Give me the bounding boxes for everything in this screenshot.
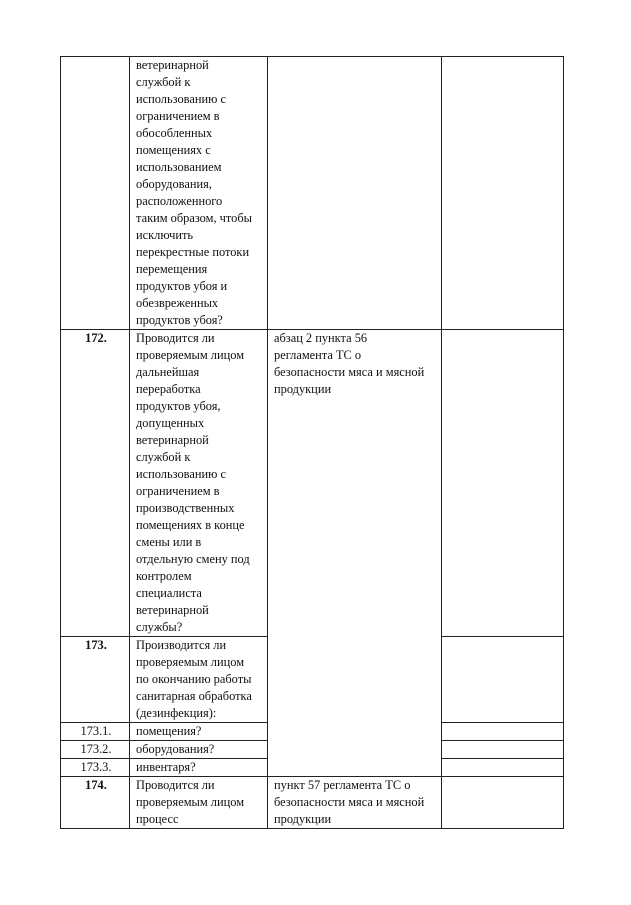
question-line: использованию с [136, 467, 226, 481]
question-line: ветеринарной [136, 58, 209, 72]
item-number: 173.1. [61, 723, 130, 741]
question-line: Проводится ли [136, 331, 215, 345]
question-line: дальнейшая [136, 365, 200, 379]
question-line: помещения? [136, 724, 202, 738]
notes-cell [442, 57, 564, 330]
reference-line: продукции [274, 382, 332, 396]
question-line: использованием [136, 160, 222, 174]
notes-cell [442, 777, 564, 829]
question-line: проверяемым лицом [136, 655, 245, 669]
question-line: ветеринарной [136, 433, 209, 447]
question-line: контролем [136, 569, 192, 583]
question-line: переработка [136, 382, 201, 396]
reference-line: безопасности мяса и мясной [274, 795, 425, 809]
reference-line: пункт 57 регламента ТС о [274, 778, 411, 792]
question-cell [130, 330, 268, 637]
notes-cell [442, 637, 564, 723]
question-line: исключить [136, 228, 194, 242]
question-line: службой к [136, 450, 191, 464]
item-number: 173.2. [61, 741, 130, 759]
question-line: обособленных [136, 126, 213, 140]
question-line: использованию с [136, 92, 226, 106]
question-cell [130, 759, 268, 777]
table-row [61, 57, 564, 330]
question-line: Производится ли [136, 638, 227, 652]
item-number [61, 57, 130, 330]
question-line: (дезинфекция): [136, 706, 217, 720]
question-line: проверяемым лицом [136, 795, 245, 809]
item-number: 173.3. [61, 759, 130, 777]
reference-line: регламента ТС о [274, 348, 362, 362]
question-line: санитарная обработка [136, 689, 252, 703]
question-line: обезвреженных [136, 296, 219, 310]
question-cell [130, 723, 268, 741]
question-line: отдельную смену под [136, 552, 250, 566]
question-line: помещениях с [136, 143, 211, 157]
question-line: продуктов убоя и [136, 279, 228, 293]
question-line: продуктов убоя, [136, 399, 221, 413]
reference-line: безопасности мяса и мясной [274, 365, 425, 379]
question-cell [130, 741, 268, 759]
question-line: продуктов убоя? [136, 313, 223, 327]
reference-cell [268, 57, 442, 330]
notes-cell [442, 330, 564, 637]
table-row [61, 777, 564, 829]
question-line: ветеринарной [136, 603, 209, 617]
notes-cell [442, 741, 564, 759]
question-line: оборудования, [136, 177, 212, 191]
question-line: инвентаря? [136, 760, 196, 774]
question-cell [130, 777, 268, 829]
question-cell [130, 637, 268, 723]
question-line: перемещения [136, 262, 208, 276]
reference-line: продукции [274, 812, 332, 826]
question-line: ограничением в [136, 109, 220, 123]
question-line: специалиста [136, 586, 202, 600]
question-line: таким образом, чтобы [136, 211, 252, 225]
item-number: 172. [61, 330, 130, 637]
question-cell [130, 57, 268, 330]
question-line: производственных [136, 501, 235, 515]
question-line: расположенного [136, 194, 223, 208]
checklist-table [60, 56, 564, 829]
question-line: Проводится ли [136, 778, 215, 792]
question-line: службой к [136, 75, 191, 89]
reference-cell [268, 777, 442, 829]
question-line: смены или в [136, 535, 202, 549]
item-number: 174. [61, 777, 130, 829]
notes-cell [442, 723, 564, 741]
reference-cell [442, 759, 564, 777]
reference-cell [268, 330, 442, 777]
question-line: допущенных [136, 416, 205, 430]
reference-line: абзац 2 пункта 56 [274, 331, 368, 345]
question-line: проверяемым лицом [136, 348, 245, 362]
question-line: по окончанию работы [136, 672, 252, 686]
question-line: оборудования? [136, 742, 215, 756]
question-line: ограничением в [136, 484, 220, 498]
question-line: службы? [136, 620, 183, 634]
table-row [61, 330, 564, 637]
question-line: помещениях в конце [136, 518, 245, 532]
item-number: 173. [61, 637, 130, 723]
question-line: перекрестные потоки [136, 245, 250, 259]
question-line: процесс [136, 812, 179, 826]
